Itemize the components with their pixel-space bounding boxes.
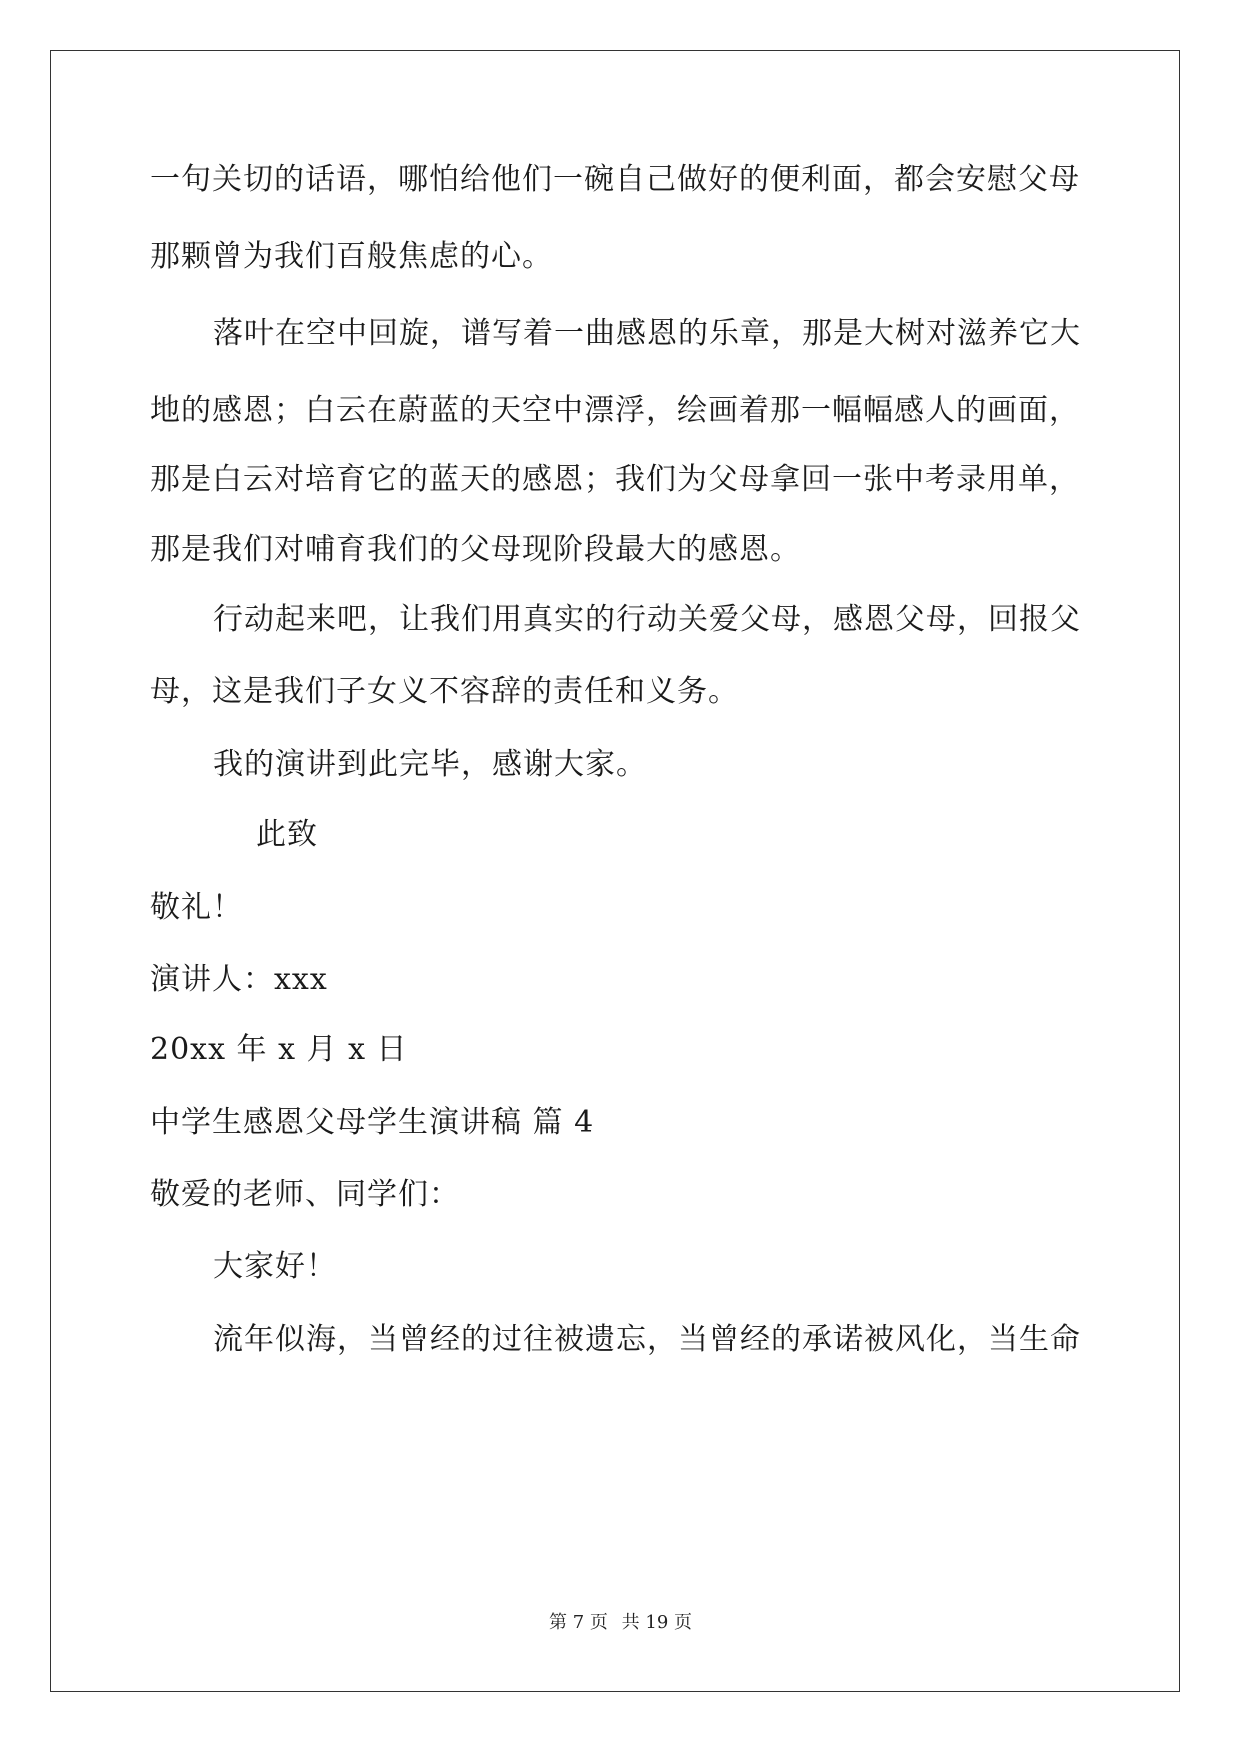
closing-line: 我的演讲到此完毕，感谢大家。 <box>213 747 647 782</box>
section-title: 中学生感恩父母学生演讲稿 篇 4 <box>150 1105 595 1140</box>
paragraph-line: 那是我们对哺育我们的父母现阶段最大的感恩。 <box>150 532 801 567</box>
paragraph-line: 行动起来吧，让我们用真实的行动关爱父母，感恩父母，回报父 <box>213 602 1081 637</box>
date-line: 20xx 年 x 月 x 日 <box>150 1032 408 1067</box>
page-border <box>50 50 1180 1692</box>
page-footer <box>0 1608 1241 1634</box>
paragraph-line: 那是白云对培育它的蓝天的感恩；我们为父母拿回一张中考录用单， <box>150 462 1080 497</box>
paragraph-line: 母，这是我们子女义不容辞的责任和义务。 <box>150 674 739 709</box>
salutation-jingli: 敬礼！ <box>150 890 243 925</box>
paragraph-line: 落叶在空中回旋，谱写着一曲感恩的乐章，那是大树对滋养它大 <box>213 316 1081 351</box>
greeting-hello: 大家好！ <box>213 1249 337 1284</box>
page-number: 第 7 页 <box>549 1612 608 1633</box>
paragraph-line: 那颗曾为我们百般焦虑的心。 <box>150 239 553 274</box>
page-total: 共 19 页 <box>621 1612 692 1633</box>
paragraph-line: 流年似海，当曾经的过往被遗忘，当曾经的承诺被风化，当生命 <box>213 1322 1081 1357</box>
greeting-line: 敬爱的老师、同学们： <box>150 1177 460 1212</box>
speaker-line: 演讲人：xxx <box>150 962 328 997</box>
paragraph-line: 一句关切的话语，哪怕给他们一碗自己做好的便利面，都会安慰父母 <box>150 162 1080 197</box>
paragraph-line: 地的感恩；白云在蔚蓝的天空中漂浮，绘画着那一幅幅感人的画面， <box>150 393 1080 428</box>
salutation-cizhi: 此致 <box>256 817 318 852</box>
